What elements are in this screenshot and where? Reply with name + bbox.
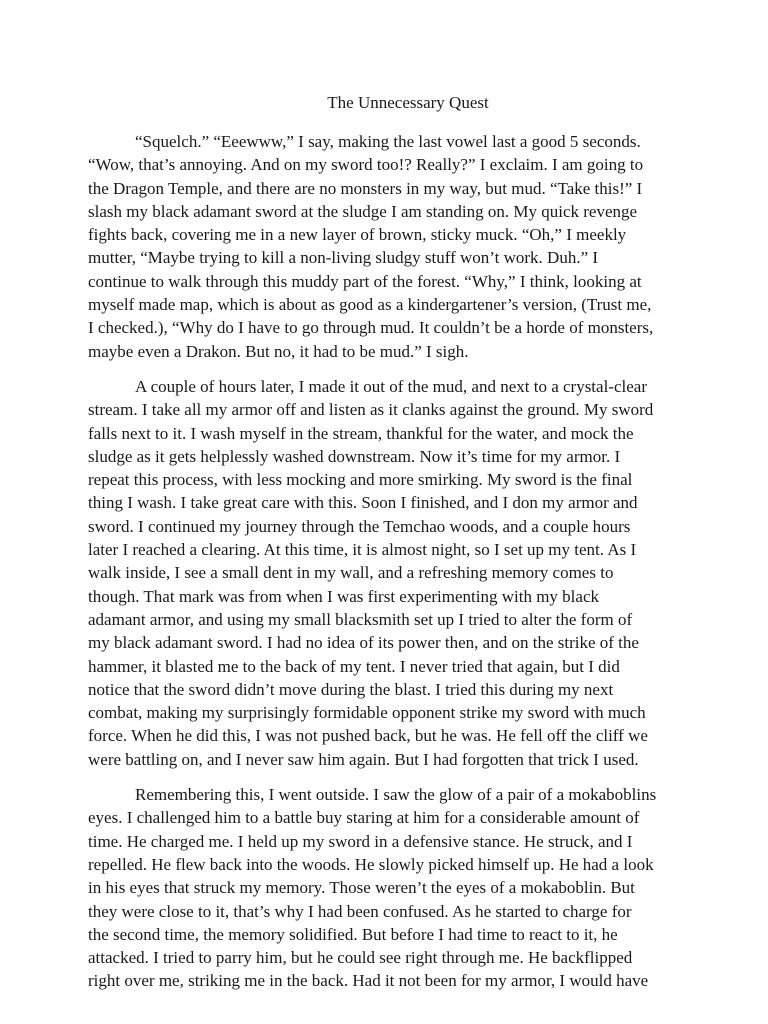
paragraph bbox=[88, 130, 728, 363]
text-line: though. That mark was from when I was first experimenting with my black bbox=[88, 586, 599, 606]
text-line: notice that the sword didn’t move during the blast. I tried this during my next bbox=[88, 679, 614, 699]
text-line: repeat this process, with less mocking and more smirking. My sword is the final bbox=[88, 470, 633, 490]
text-line: stream. I take all my armor off and listen as it clanks against the ground. My sword bbox=[88, 400, 654, 420]
text-line: fights back, covering me in a new layer of brown, sticky muck. “Oh,” I meekly bbox=[88, 225, 627, 245]
paragraph bbox=[88, 783, 728, 993]
text-line: slash my black adamant sword at the sludge I am standing on. My quick revenge bbox=[88, 201, 638, 221]
document-title: The Unnecessary Quest bbox=[327, 93, 489, 112]
text-line: maybe even a Drakon. But no, it had to be mud.” I sigh. bbox=[88, 341, 469, 361]
text-line: I checked.), “Why do I have to go through mud. It couldn’t be a horde of monsters, bbox=[88, 318, 654, 338]
text-line: falls next to it. I wash myself in the stream, thankful for the water, and mock the bbox=[88, 423, 634, 443]
text-line: thing I wash. I take great care with this. Soon I finished, and I don my armor and bbox=[88, 493, 638, 513]
text-line: time. He charged me. I held up my sword in a defensive stance. He struck, and I bbox=[88, 831, 633, 851]
text-line: combat, making my surprisingly formidable opponent strike my sword with much bbox=[88, 703, 646, 723]
text-line: the Dragon Temple, and there are no monsters in my way, but mud. “Take this!” I bbox=[88, 178, 643, 198]
text-line: sludge as it gets helplessly washed downstream. Now it’s time for my armor. I bbox=[88, 446, 621, 466]
document-body bbox=[88, 130, 728, 993]
text-line: mutter, “Maybe trying to kill a non-living sludgy stuff won’t work. Duh.” I bbox=[88, 248, 599, 268]
text-line: “Wow, that’s annoying. And on my sword too!? Really?” I exclaim. I am going to bbox=[88, 155, 644, 175]
text-line: were battling on, and I never saw him again. But I had forgotten that trick I used. bbox=[88, 749, 639, 769]
text-line: in his eyes that struck my memory. Those weren’t the eyes of a mokaboblin. But bbox=[88, 878, 635, 898]
text-line: later I reached a clearing. At this time, it is almost night, so I set up my tent. As I bbox=[88, 540, 637, 560]
text-line: force. When he did this, I was not pushed back, but he was. He fell off the cliff we bbox=[88, 726, 648, 746]
text-line: hammer, it blasted me to the back of my tent. I never tried that again, but I did bbox=[88, 656, 620, 676]
text-line: right over me, striking me in the back. Had it not been for my armor, I would have bbox=[88, 971, 649, 991]
text-line: sword. I continued my journey through the Temchao woods, and a couple hours bbox=[88, 516, 631, 536]
text-line: Remembering this, I went outside. I saw the glow of a pair of a mokaboblins bbox=[135, 785, 657, 805]
text-line: “Squelch.” “Eeewww,” I say, making the last vowel last a good 5 seconds. bbox=[135, 132, 641, 151]
text-line: A couple of hours later, I made it out of the mud, and next to a crystal-clear bbox=[135, 376, 647, 396]
text-line: repelled. He flew back into the woods. He slowly picked himself up. He had a look bbox=[88, 854, 654, 874]
text-line: continue to walk through this muddy part of the forest. “Why,” I think, looking at bbox=[88, 271, 642, 291]
text-line: adamant armor, and using my small blacksmith set up I tried to alter the form of bbox=[88, 609, 633, 629]
paragraph bbox=[88, 375, 728, 771]
text-line: eyes. I challenged him to a battle buy staring at him for a considerable amount of bbox=[88, 808, 640, 828]
text-line: walk inside, I see a small dent in my wall, and a refreshing memory comes to bbox=[88, 563, 614, 583]
text-line: they were close to it, that’s why I had been confused. As he started to charge for bbox=[88, 901, 632, 921]
text-line: my black adamant sword. I had no idea of its power then, and on the strike of the bbox=[88, 633, 639, 653]
text-line: myself made map, which is about as good as a kindergartener’s version, (Trust me, bbox=[88, 295, 652, 315]
text-line: attacked. I tried to parry him, but he could see right through me. He backflipped bbox=[88, 948, 633, 968]
text-line: the second time, the memory solidified. But before I had time to react to it, he bbox=[88, 924, 618, 944]
